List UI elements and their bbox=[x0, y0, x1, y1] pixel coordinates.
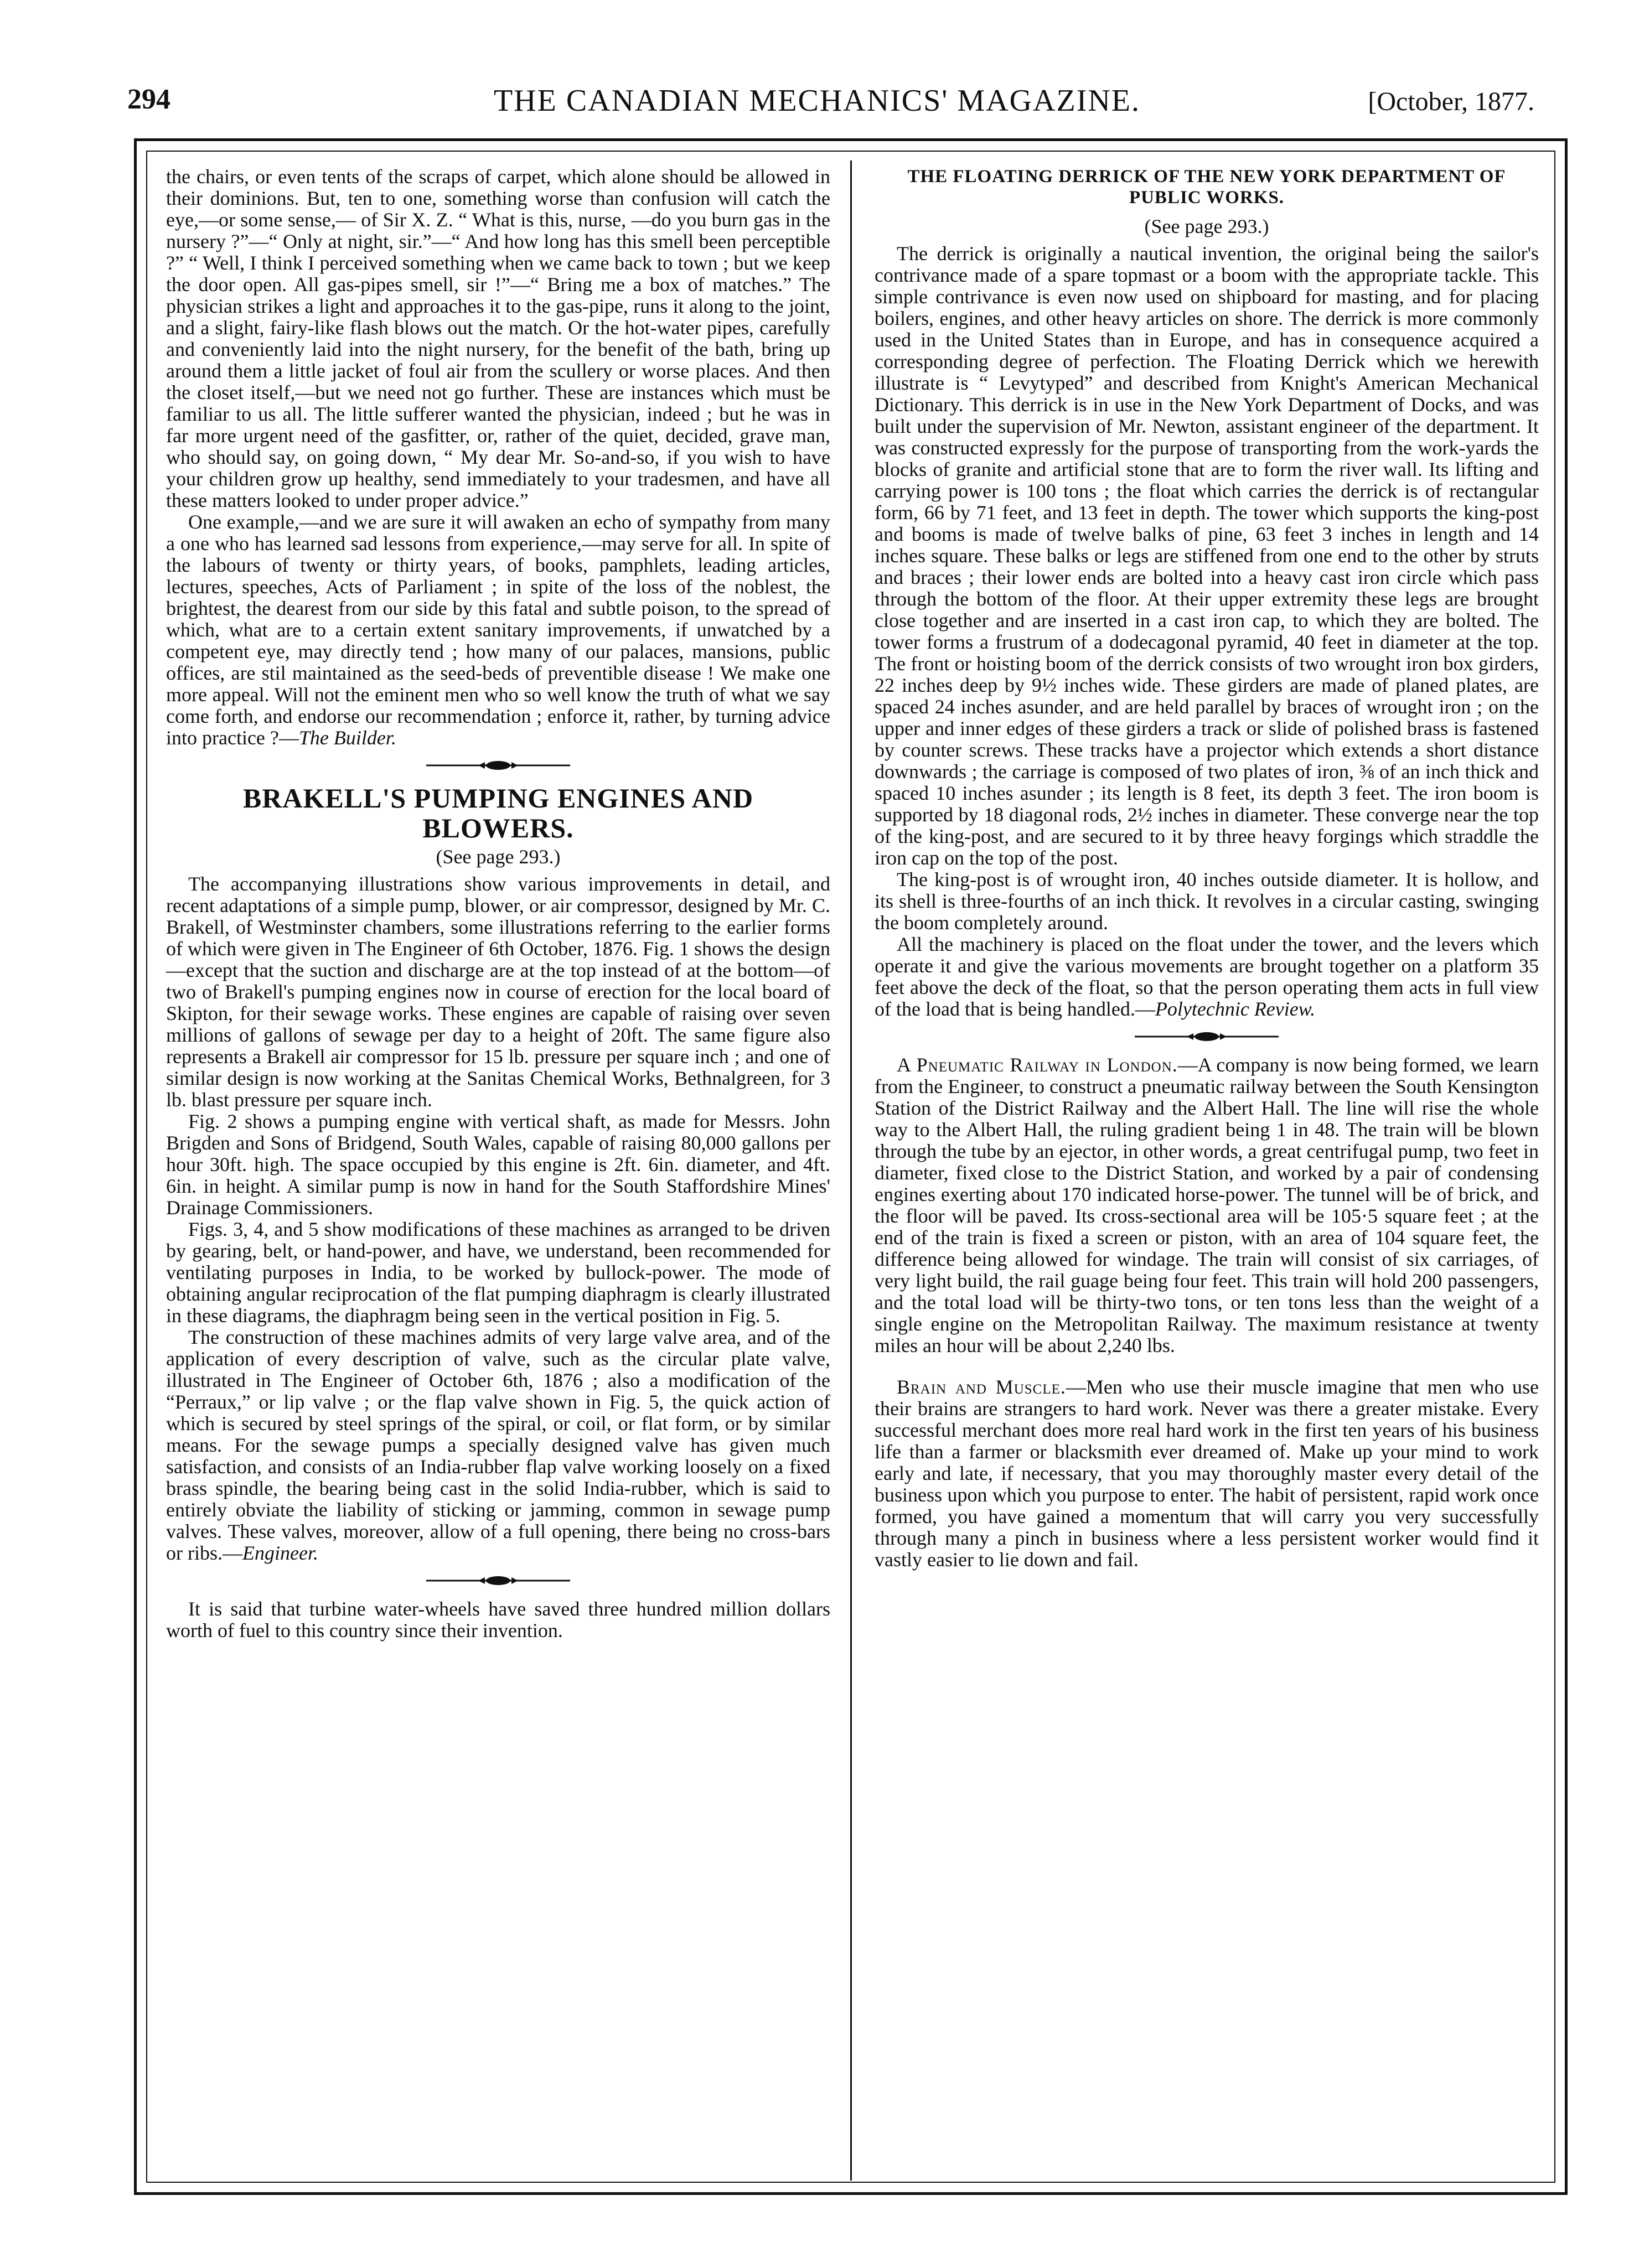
right-column bbox=[875, 166, 1539, 1571]
spacer bbox=[875, 1356, 1539, 1376]
derrick-para-3 bbox=[875, 934, 1539, 1020]
para-2-text: One example,—and we are sure it will awaken an echo of sympathy from many a one who has learned sad lessons from experience,—may serve for all. In spite of the labours of twenty or thirty years, of books, pamphlets, leading articles, lectures, speeches, Acts of Parliament ; in spite of the loss of the noblest, the brightest, the dearest from our side by this fatal and subtle poison, to the spread of which, what are to a certain extent sanitary improvements, if unwatched by a competent eye, may directly tend ; how many of our palaces, mansions, public offices, are stil maintained as the seed-beds of preventible disease ! We make one more appeal. Will not the eminent men who so well know the truth of what we say come forth, and endorse our recommendation ; enforce it, rather, by turning advice into practice ?— bbox=[166, 511, 830, 749]
source-engineer: Engineer. bbox=[242, 1542, 318, 1564]
magazine-title: THE CANADIAN MECHANICS' MAGAZINE. bbox=[493, 84, 1141, 118]
derrick-para-2: The king-post is of wrought iron, 40 inches outside diameter. It is hollow, and its shell is three-fourths of an inch thick. It revolves in a circular casting, swinging the boom completely around. bbox=[875, 868, 1539, 934]
brakell-para-2: Fig. 2 shows a pumping engine with vertical shaft, as made for Messrs. John Brigden and Sons of Bridgend, South Wales, capable of raising 80,000 gallons per hour 30ft. high. The space occupied by this engine is 2ft. 6in. diameter, and 4ft. 6in. in height. A similar pump is now in hand for the South Staffordshire Mines' Drainage Commissioners. bbox=[166, 1110, 830, 1219]
ornament-divider-icon bbox=[1135, 1031, 1279, 1042]
derrick-para-1: The derrick is originally a nautical invention, the original being the sailor's contrivance made of a spare topmast or a boom with the appropriate tackle. This simple contrivance is even now used on shipboard for masting, and for placing boilers, engines, and other heavy articles on shore. The derrick is more commonly used in the United States than in Europe, and has in consequence acquired a corresponding degree of perfection. The Floating Derrick which we herewith illustrate is “ Levytyped” and described from Knight's American Mechanical Dictionary. This derrick is in use in the New York Department of Docks, and was built under the supervision of Mr. Newton, assistant engineer of the department. It was constructed expressly for the purpose of transporting from the work-yards the blocks of granite and artificial stone that are to form the river wall. Its lifting and carrying power is 100 tons ; the float which carries the derrick is of rectangular form, 66 by 71 feet, and 13 feet in depth. The tower which supports the king-post and booms is made of twelve balks of pine, 63 feet 3 inches in length and 14 inches square. These balks or legs are stiffened from one end to the other by struts and braces ; their lower ends are bolted into a heavy cast iron circle which pass through the bottom of the floor. At their upper extremity these legs are brought close together and are inserted in a cast iron cap, to which they are bolted. The tower forms a frustrum of a dodecagonal pyramid, 40 feet in diameter at the top. The front or hoisting boom of the derrick consists of two wrought iron box girders, 22 inches deep by 9½ inches wide. These girders are made of planed plates, are spaced 24 inches asunder, and are held parallel by braces of wrought iron ; on the upper and inner edges of these girders a track or slide of polished brass is fastened by counter screws. These tracks have a projector which extends a short distance downwards ; the carriage is composed of two plates of iron, ⅜ of an inch thick and spaced 10 inches asunder ; its length is 8 feet, its depth 3 feet. The iron boom is supported by 18 diagonal rods, 2½ inches in diameter. These converge near the top of the king-post, and are secured to it by three heavy forgings which straddle the iron cap on the top of the post. bbox=[875, 242, 1539, 869]
derrick-para-3-text: All the machinery is placed on the float under the tower, and the levers which operate it and give the various movements are brought together on a platform 35 feet above the deck of the float, so that the person operating them acts in full view of the load that is being handled.— bbox=[875, 933, 1539, 1020]
brakell-heading: BRAKELL'S PUMPING ENGINES AND BLOWERS. bbox=[242, 783, 754, 843]
pneumatic-railway-title: A Pneumatic Railway in London. bbox=[897, 1054, 1178, 1076]
running-head bbox=[0, 83, 1634, 122]
page-number: 294 bbox=[127, 84, 170, 115]
brakell-para-4 bbox=[166, 1327, 830, 1564]
brakell-para-1: The accompanying illustrations show various improvements in detail, and recent adaptations of a simple pump, blower, or air compressor, designed by Mr. C. Brakell, of Westminster chambers, some illustrations referring to the earlier forms of which were given in The Engineer of 6th October, 1876. Fig. 1 shows the design—except that the suction and discharge are at the top instead of at the bottom—of two of Brakell's pumping engines now in course of erection for the local board of Skipton, for their sewage works. These engines are capable of raising over seven millions of gallons of sewage per day to a height of 20ft. The same figure also represents a Brakell air compressor for 15 lb. pressure per square inch ; and one of similar design is now working at the Sanitas Chemical Works, Bethnalgreen, for 3 lb. blast pressure per square inch. bbox=[166, 873, 830, 1111]
issue-date: [October, 1877. bbox=[1368, 87, 1534, 116]
brain-muscle-body: —Men who use their muscle imagine that men who use their brains are strangers to hard work. Never was there a greater mistake. Every successful merchant does more real hard work in the first ten years of his business life than a farmer or blacksmith ever dreamed of. Make up your mind to work early and late, if necessary, that you may thoroughly master every detail of the business upon which you purpose to enter. The habit of persistent, rapid work once formed, you have gained a momentum that will carry you very successfully through many a pinch in business where a less persistent worker would find it vastly easier to lie down and fail. bbox=[875, 1376, 1539, 1571]
turbine-note: It is said that turbine water-wheels have saved three hundred million dollars worth of fuel to this country since their invention. bbox=[166, 1598, 830, 1642]
article-continued-para-1: the chairs, or even tents of the scraps of carpet, which alone should be allowed in their dominions. But, ten to one, something worse than confusion will catch the eye,—or some sense,— of Sir X. Z. “ What is this, nurse, —do you burn gas in the nursery ?”—“ Only at night, sir.”—“ And how long has this smell been perceptible ?” “ Well, I think I perceived something when we came back to town ; but we keep the door open. All gas-pipes smell, sir !”—“ Bring me a box of matches.” The physician strikes a light and approaches it to the gas-pipe, runs it along to the joint, and a slight, fairy-like flash blows out the match. Or the hot-water pipes, carefully and conveniently laid into the night nursery, for the benefit of the bath, bring up around them a little jacket of foul air from the scullery or worse places. And then the closet itself,—but we need not go further. These are instances which must be familiar to us all. The little sufferer wanted the physician, indeed ; but he was in far more urgent need of the gasfitter, or, rather of the quiet, decided, grave man, who should say, on going down, “ My dear Mr. So-and-so, if you wish to have your children grow up healthy, send immediately to your tradesmen, and have all these matters looked to under proper advice.” bbox=[166, 165, 830, 511]
article-continued-para-2 bbox=[166, 511, 830, 749]
source-the-builder: The Builder. bbox=[298, 727, 396, 749]
source-polytechnic-review: Polytechnic Review. bbox=[1155, 998, 1316, 1020]
brakell-see-page: (See page 293.) bbox=[436, 846, 561, 868]
brain-muscle-title: Brain and Muscle. bbox=[897, 1376, 1066, 1398]
derrick-heading: THE FLOATING DERRICK OF THE NEW YORK DEPARTMENT OF PUBLIC WORKS. bbox=[907, 167, 1506, 208]
ornament-divider-icon bbox=[426, 1575, 570, 1586]
brakell-para-3: Figs. 3, 4, and 5 show modifications of these machines as arranged to be driven by gearing, belt, or hand-power, and have, we understand, been recommended for ventilating purposes in India, to be worked by bullock-power. The mode of obtaining angular reciprocation of the flat pumping diaphragm is clearly illustrated in these diagrams, the diaphragm being seen in the vertical position in Fig. 5. bbox=[166, 1218, 830, 1327]
brain-muscle-para bbox=[875, 1376, 1539, 1571]
left-column bbox=[166, 166, 830, 1642]
ornament-divider-icon bbox=[426, 760, 570, 771]
pneumatic-railway-para bbox=[875, 1054, 1539, 1356]
brakell-para-4-text: The construction of these machines admits of very large valve area, and of the application of every description of valve, such as the circular plate valve, illustrated in The Engineer of October 6th, 1876 ; also a modification of the “Perraux,” or lip valve ; or the flap valve shown in Fig. 5, the quick action of which is secured by steel springs of the spiral, or coil, or flat form, or by similar means. For the sewage pumps a specially designed valve has given much satisfaction, and consists of an India-rubber flap valve working loosely on a fixed brass spindle, the bearing being cast in the solid India-rubber, which is said to entirely obviate the liability of sticking or jamming, common in sewage pump valves. These valves, moreover, allow of a full opening, there being no cross-bars or ribs.— bbox=[166, 1326, 830, 1564]
column-rule bbox=[850, 160, 852, 2181]
pneumatic-railway-body: —A company is now being formed, we learn from the Engineer, to construct a pneumatic railway between the South Kensington Station of the District Railway and the Albert Hall. The line will rise the whole way to the Albert Hall, the ruling gradient being 1 in 48. The train will be blown through the tube by an ejector, in other words, a great centrifugal pump, two feet in diameter, fixed close to the District Station, and worked by a pair of condensing engines exerting about 170 indicated horse-power. The tunnel will be of brick, and the floor will be paved. Its cross-sectional area will be 105·5 square feet ; at the end of the train is fixed a screen or piston, with an area of 104 square feet, the difference being allowed for windage. The train will consist of six carriages, of very light build, the rail guage being four feet. This train will hold 200 passengers, and the total load will be thirty-two tons, or ten tons less than the weight of a single engine on the Metropolitan Railway. The maximum resistance at twenty miles an hour will be about 2,240 lbs. bbox=[875, 1054, 1539, 1356]
derrick-see-page: (See page 293.) bbox=[1144, 215, 1269, 237]
